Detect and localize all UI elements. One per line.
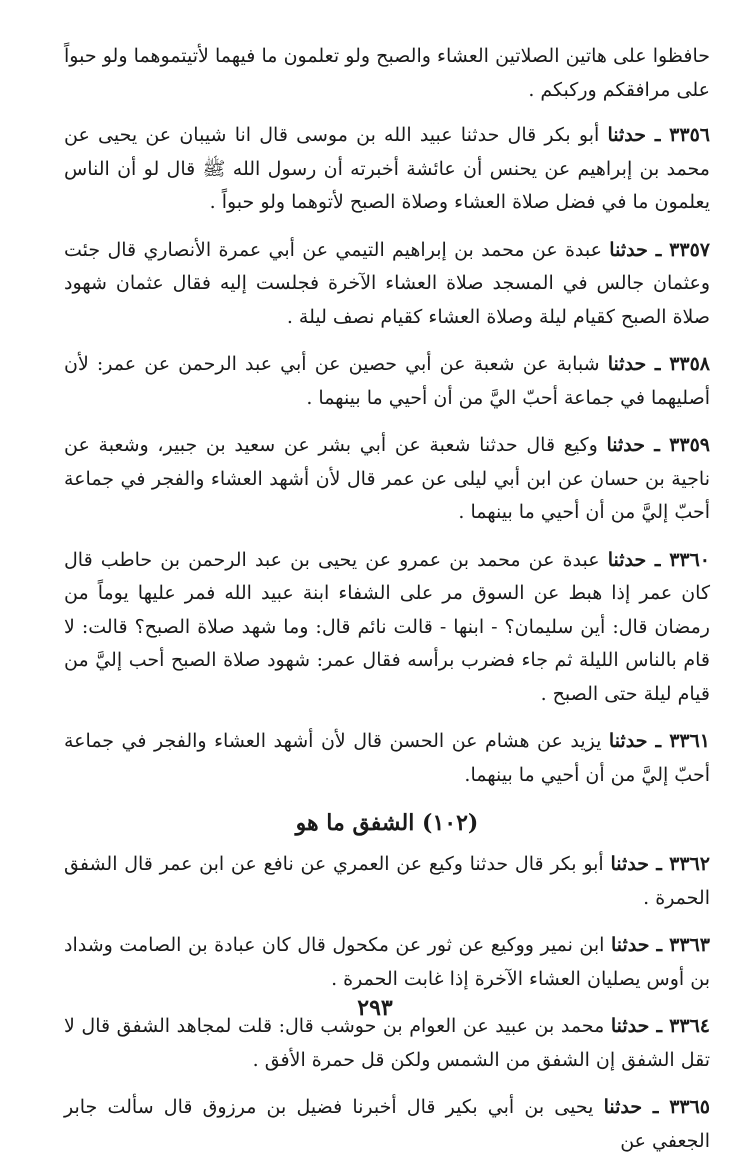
entry-separator: ـ xyxy=(648,853,670,875)
page-number: ٢٩٣ xyxy=(357,995,393,1021)
hadith-number: ٣٣٦٥ xyxy=(669,1096,711,1118)
hadith-entry xyxy=(64,929,710,996)
section-heading: (١٠٢) الشفق ما هو xyxy=(295,810,479,836)
hadith-number: ٣٣٦٣ xyxy=(669,934,710,956)
entry-separator: ـ xyxy=(642,1096,670,1118)
hadith-text: أبو بكر قال حدثنا عبيد الله بن موسى قال انا شيبان عن يحيى عن محمد بن إبراهيم عن يحنس أن عائشة أخبرته أن رسول الله ﷺ قال لو أن الناس يعلمون ما في فضل صلاة العشاء وصلاة الصبح لأتوهما ولو حبواً . xyxy=(64,124,710,213)
hadith-number: ٣٣٦٢ xyxy=(669,853,710,875)
hadith-lead: حدثنا xyxy=(609,238,648,261)
entry-separator: ـ xyxy=(647,730,670,752)
hadith-lead: حدثنا xyxy=(607,548,647,571)
hadith-lead: حدثنا xyxy=(607,353,647,375)
hadith-number: ٣٣٦٠ xyxy=(669,548,711,571)
hadith-text: يزيد عن هشام عن الحسن قال لأن أشهد العشاء والفجر في جماعة أحبّ إليَّ من أن أحيي ما بينهما. xyxy=(64,730,710,786)
hadith-lead: حدثنا xyxy=(610,934,650,956)
hadith-entry xyxy=(64,848,710,915)
hadith-text: محمد بن عبيد عن العوام بن حوشب قال: قلت لمجاهد الشفق قال لا تقل الشفق إن الشفق من الشمس ولكن قل حمرة الأفق . xyxy=(64,1015,710,1071)
entry-separator: ـ xyxy=(646,353,670,375)
hadith-number: ٣٣٥٨ xyxy=(669,353,711,375)
hadith-entry xyxy=(64,725,710,792)
hadith-text: عبدة عن محمد بن عمرو عن يحيى بن عبد الرحمن بن حاطب قال كان عمر إذا هبط عن السوق مر على الشفاء ابنة عبيد الله فمر عليها يوماً من رمضان قال: أين سليمان؟ - ابنها - قالت نائم قال: وما شهد صلاة الصبح؟ قالت: لا قام بالناس الليلة ثم جاء فضرب برأسه فقال عمر: شهود صلاة الصبح أحب إليَّ من قيام ليلة حتى الصبح . xyxy=(64,548,710,705)
entry-separator: ـ xyxy=(645,434,670,456)
hadith-entry xyxy=(64,1091,710,1158)
entry-separator: ـ xyxy=(649,1015,670,1037)
hadith-text: أبو بكر قال حدثنا وكيع عن العمري عن نافع عن ابن عمر قال الشفق الحمرة . xyxy=(64,853,710,909)
hadith-entry xyxy=(64,234,710,335)
continuation-text: حافظوا على هاتين الصلاتين العشاء والصبح ولو تعلمون ما فيهما لأتيتموهما ولو حبواً على مرافقكم وركبكم . xyxy=(64,45,710,101)
hadith-entry xyxy=(64,544,710,712)
hadith-lead: حدثنا xyxy=(608,730,648,752)
hadith-text: يحيى بن أبي بكير قال أخبرنا فضيل بن مرزوق قال سألت جابر الجعفي عن xyxy=(64,1096,710,1152)
hadith-text: ابن نمير ووكيع عن ثور عن مكحول قال كان عبادة بن الصامت وشداد بن أوس يصليان العشاء الآخرة إذا غابت الحمرة . xyxy=(64,934,710,990)
hadith-text: شبابة عن شعبة عن أبي حصين عن أبي عبد الرحمن عن عمر: لأن أصليهما في جماعة أحبّ اليَّ من أن أحيي ما بينهما . xyxy=(64,353,710,409)
entry-separator: ـ xyxy=(646,548,670,571)
hadith-lead: حدثنا xyxy=(610,853,649,875)
hadith-number: ٣٣٥٩ xyxy=(669,434,710,456)
hadith-text: وكيع قال حدثنا شعبة عن أبي بشر عن سعيد بن جبير، وشعبة عن ناجية بن حسان عن ابن أبي ليلى عن عمر قال لأن أشهد العشاء والفجر في جماعة أحبّ إليَّ من أن أحيي ما بينهما . xyxy=(64,434,710,523)
hadith-lead: حدثنا xyxy=(607,124,647,146)
hadith-entry xyxy=(64,119,710,220)
hadith-lead: حدثنا xyxy=(606,434,646,456)
entry-separator: ـ xyxy=(647,238,670,261)
entry-separator: ـ xyxy=(646,124,670,146)
hadith-number: ٣٣٥٦ xyxy=(669,124,710,146)
entry-separator: ـ xyxy=(649,934,670,956)
hadith-number: ٣٣٥٧ xyxy=(669,238,710,261)
hadith-lead: حدثنا xyxy=(603,1096,643,1118)
hadith-number: ٣٣٦١ xyxy=(669,730,711,752)
hadith-number: ٣٣٦٤ xyxy=(669,1015,710,1037)
hadith-entry xyxy=(64,348,710,415)
hadith-lead: حدثنا xyxy=(610,1015,650,1037)
hadith-text: عبدة عن محمد بن إبراهيم التيمي عن أبي عمرة الأنصاري قال جئت وعثمان جالس في المسجد صلاة العشاء الآخرة فجلست إليه فقال عثمان شهود صلاة الصبح كقيام ليلة وصلاة العشاء كقيام نصف ليلة . xyxy=(64,238,710,328)
hadith-entry xyxy=(64,429,710,530)
